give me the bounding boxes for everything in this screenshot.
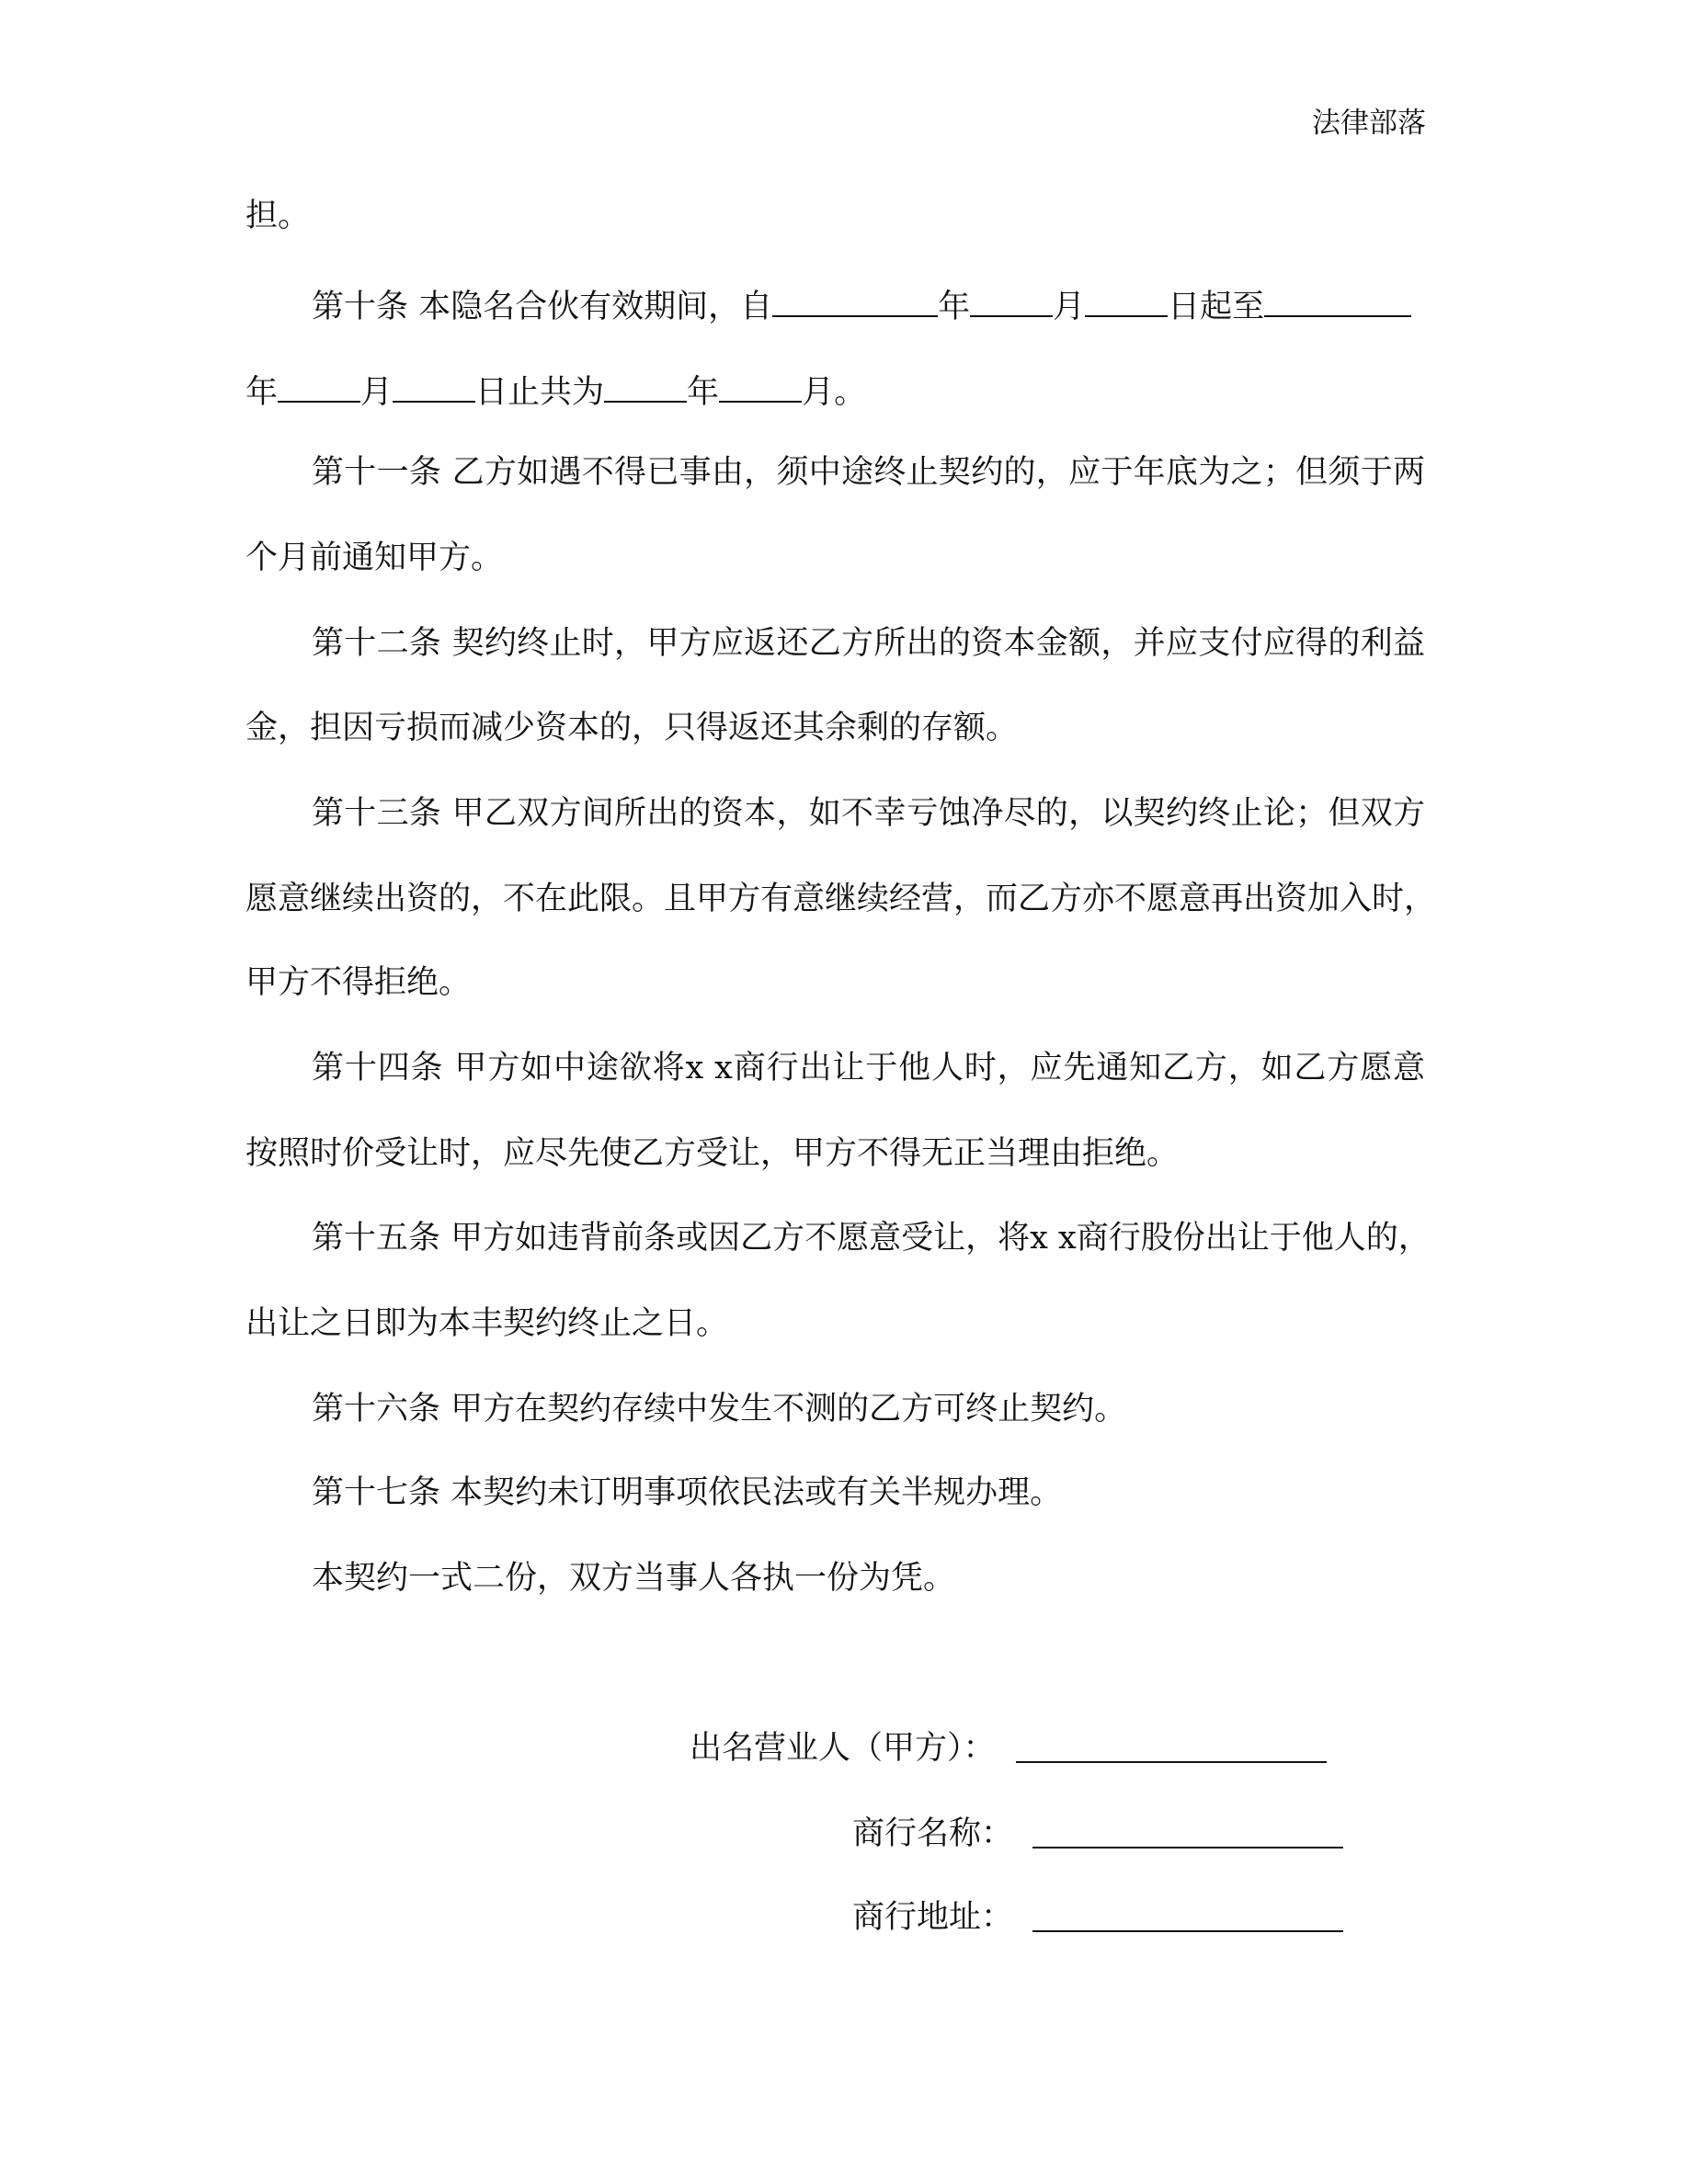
text-line: 本契约一式二份，双方当事人各执一份为凭。 — [312, 1560, 956, 1597]
blank-field[interactable] — [393, 368, 475, 403]
blank-field[interactable] — [719, 368, 802, 403]
text-line: 第十三条 甲乙双方间所出的资本，如不幸亏蚀净尽的，以契约终止论；但双方 — [312, 795, 1425, 832]
blank-field[interactable] — [970, 282, 1053, 317]
text-line: 第十五条 甲方如违背前条或因乙方不愿意受让，将x x商行股份出让于他人的， — [312, 1220, 1431, 1257]
text: 年 — [245, 374, 279, 411]
text-line: 出让之日即为本丰契约终止之日。 — [245, 1305, 729, 1342]
text: 年 — [687, 374, 720, 411]
blank-field[interactable] — [1085, 282, 1168, 317]
text: 日止共为 — [475, 374, 605, 411]
text: 月。 — [802, 374, 867, 411]
signature-label-party-a: 出名营业人（甲方）： — [690, 1730, 996, 1767]
text-line: 个月前通知甲方。 — [245, 540, 504, 576]
text-line: 担。 — [245, 198, 311, 234]
text: 第十条 本隐名合伙有效期间，自 — [312, 289, 773, 325]
page-header: 法律部落 — [1312, 107, 1426, 140]
text: 月 — [360, 374, 393, 411]
text-line: 第十二条 契约终止时，甲方应返还乙方所出的资本金额，并应支付应得的利益 — [312, 625, 1425, 662]
blank-field[interactable] — [604, 368, 687, 403]
text-line: 愿意继续出资的，不在此限。且甲方有意继续经营，而乙方亦不愿意再出资加入时， — [245, 881, 1437, 917]
blank-field[interactable] — [1264, 282, 1411, 317]
article-10-line-2 — [245, 368, 866, 410]
signature-field-firm-address[interactable] — [1032, 1930, 1343, 1932]
text-line: 按照时价受让时，应尽先使乙方受让，甲方不得无正当理由拒绝。 — [245, 1135, 1180, 1172]
text: 日起至 — [1168, 289, 1265, 325]
signature-label-firm-name: 商行名称： — [852, 1815, 1014, 1852]
text-line: 金，担因亏损而减少资本的，只得返还其余剩的存额。 — [245, 710, 1019, 746]
text-line: 甲方不得拒绝。 — [245, 964, 472, 1001]
blank-field[interactable] — [772, 282, 938, 317]
signature-field-firm-name[interactable] — [1032, 1847, 1343, 1848]
text-line: 第十一条 乙方如遇不得已事由，须中途终止契约的，应于年底为之；但须于两 — [312, 454, 1425, 491]
text-line: 第十六条 甲方在契约存续中发生不测的乙方可终止契约。 — [312, 1391, 1127, 1428]
text: 年 — [938, 289, 971, 325]
signature-field-party-a[interactable] — [1016, 1761, 1327, 1763]
signature-label-firm-address: 商行地址： — [852, 1899, 1014, 1936]
text-line: 第十四条 甲方如中途欲将x x商行出让于他人时，应先通知乙方，如乙方愿意 — [312, 1050, 1425, 1086]
text: 月 — [1053, 289, 1086, 325]
text-line: 第十七条 本契约未订明事项依民法或有关半规办理。 — [312, 1474, 1063, 1511]
blank-field[interactable] — [278, 368, 360, 403]
article-10-line-1 — [312, 282, 1411, 324]
